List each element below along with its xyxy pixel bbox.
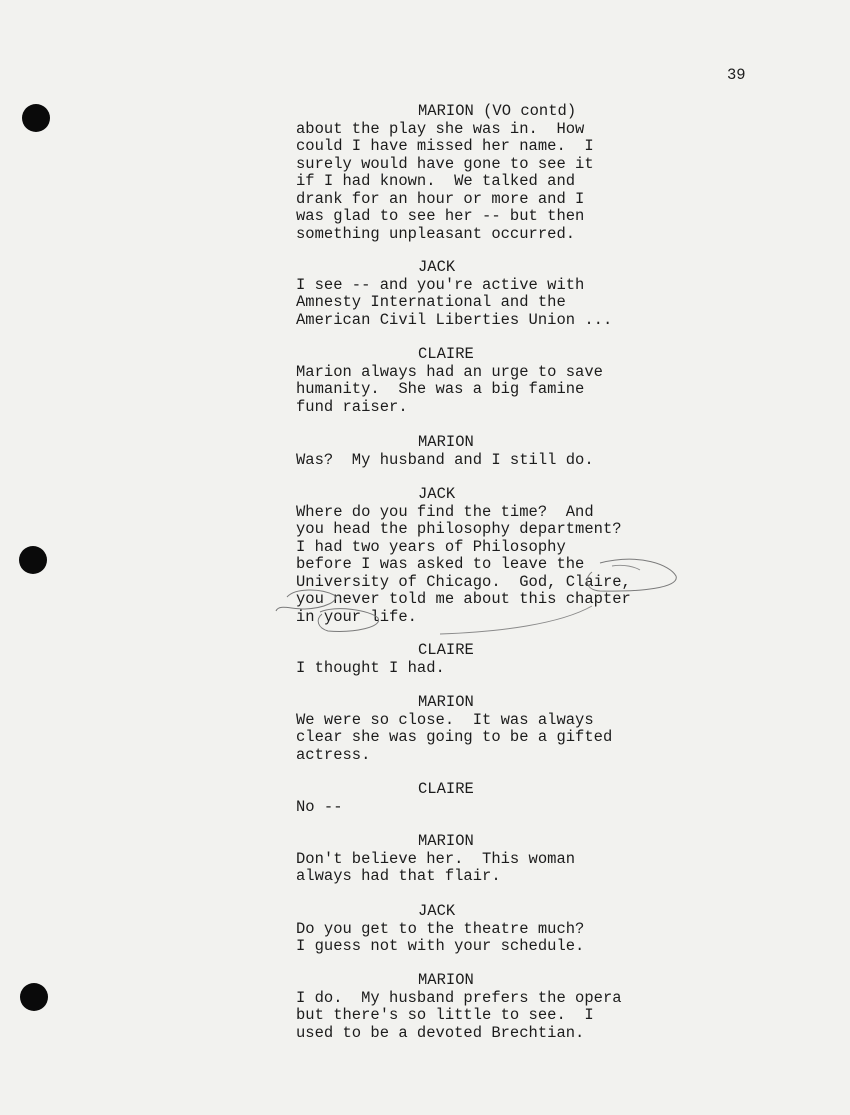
punch-hole — [19, 546, 47, 574]
speaker-name: MARION — [418, 971, 474, 989]
dialogue-line: about the play she was in. How — [296, 119, 585, 138]
dialogue-line: but there's so little to see. I — [296, 1006, 594, 1024]
dialogue-line: clear she was going to be a gifted — [296, 728, 613, 746]
dialogue-line: you head the philosophy department? — [296, 520, 622, 538]
dialogue-line: fund raiser. — [296, 397, 408, 416]
speaker-name: JACK — [418, 258, 456, 276]
dialogue-block — [296, 259, 716, 329]
punch-hole — [22, 104, 50, 132]
punch-hole — [20, 983, 48, 1011]
dialogue-line: humanity. She was a big famine — [296, 380, 585, 398]
dialogue-line: We were so close. It was always — [296, 710, 594, 729]
dialogue-line: American Civil Liberties Union ... — [296, 310, 613, 329]
dialogue-line: Was? My husband and I still do. — [296, 450, 594, 469]
dialogue-line: used to be a devoted Brechtian. — [296, 1023, 585, 1042]
dialogue-line: you never told me about this chapter — [296, 590, 631, 608]
speaker-name: JACK — [418, 902, 456, 920]
dialogue-line: Where do you find the time? And — [296, 502, 594, 521]
dialogue-line: before I was asked to leave the — [296, 555, 585, 573]
dialogue-block — [296, 103, 716, 243]
dialogue-block — [296, 972, 716, 1042]
speaker-name: CLAIRE — [418, 780, 474, 798]
speaker-name: MARION — [418, 693, 474, 711]
dialogue-block — [296, 486, 716, 626]
page-number: 39 — [727, 66, 746, 84]
dialogue-line: was glad to see her -- but then — [296, 207, 585, 225]
dialogue-block — [296, 694, 716, 764]
speaker-name: CLAIRE — [418, 641, 474, 659]
dialogue-line: I had two years of Philosophy — [296, 537, 566, 556]
dialogue-block — [296, 642, 716, 677]
speaker-name: MARION — [418, 832, 474, 850]
dialogue-line: Don't believe her. This woman — [296, 849, 576, 868]
speaker-name: CLAIRE — [418, 345, 474, 363]
dialogue-line: in your life. — [296, 607, 417, 626]
dialogue-line: could I have missed her name. I — [296, 137, 594, 155]
dialogue-line: always had that flair. — [296, 867, 501, 885]
dialogue-line: No -- — [296, 797, 343, 816]
dialogue-block — [296, 833, 716, 886]
dialogue-block — [296, 346, 716, 416]
dialogue-line: Do you get to the theatre much? — [296, 919, 585, 938]
dialogue-line: surely would have gone to see it — [296, 154, 594, 173]
dialogue-line: I thought I had. — [296, 658, 445, 677]
speaker-name: MARION — [418, 433, 474, 451]
speaker-name: JACK — [418, 485, 456, 503]
dialogue-line: if I had known. We talked and — [296, 172, 576, 190]
dialogue-line: I do. My husband prefers the opera — [296, 988, 622, 1007]
dialogue-line: University of Chicago. God, Claire, — [296, 572, 631, 591]
dialogue-line: Amnesty International and the — [296, 293, 566, 311]
dialogue-line: something unpleasant occurred. — [296, 224, 576, 243]
dialogue-line: Marion always had an urge to save — [296, 362, 603, 381]
speaker-name: MARION (VO contd) — [418, 102, 577, 120]
dialogue-block — [296, 781, 716, 816]
dialogue-block — [296, 903, 716, 956]
dialogue-line: actress. — [296, 745, 371, 764]
dialogue-block — [296, 434, 716, 469]
dialogue-line: I guess not with your schedule. — [296, 937, 585, 955]
dialogue-line: I see -- and you're active with — [296, 275, 585, 294]
dialogue-line: drank for an hour or more and I — [296, 189, 585, 208]
